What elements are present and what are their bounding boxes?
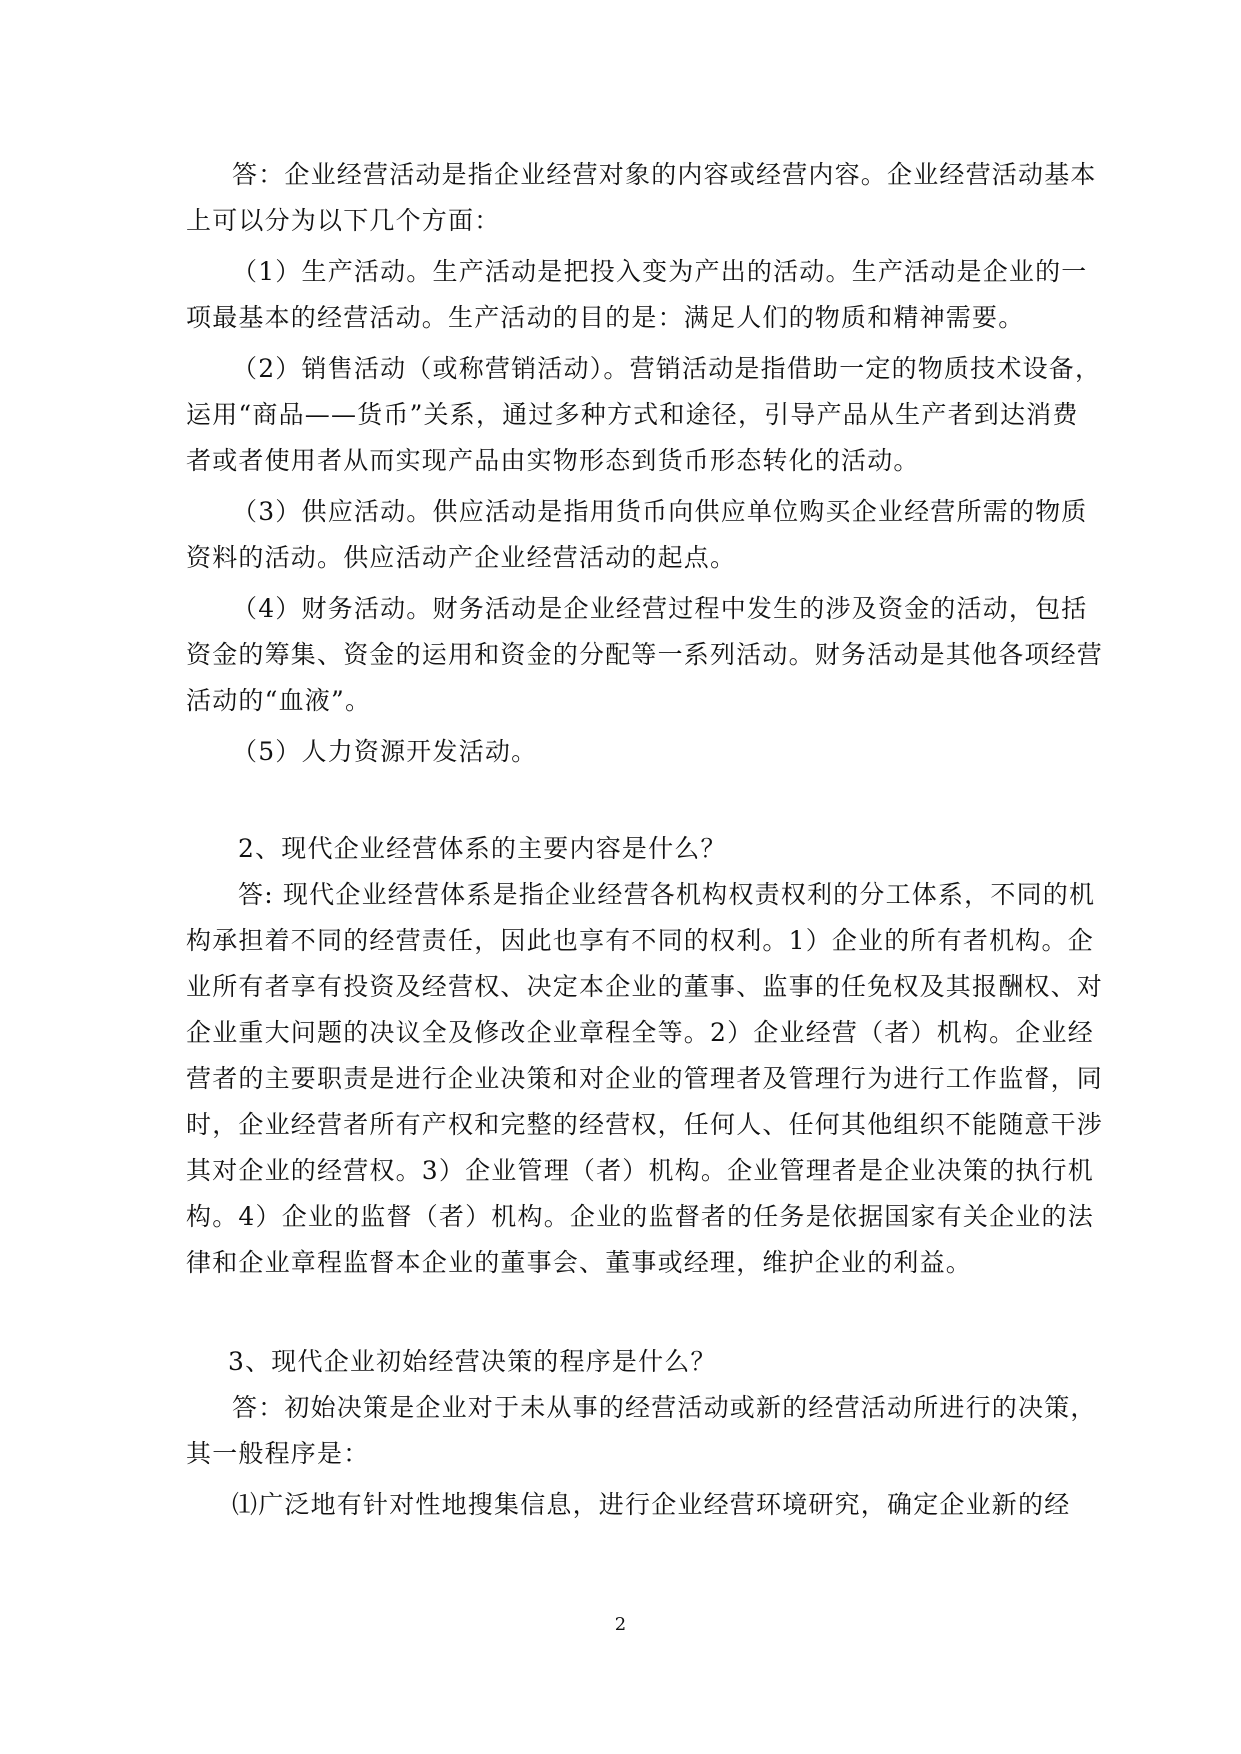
text-line: 构。4）企业的监督（者）机构。企业的监督者的任务是依据国家有关企业的法	[186, 1202, 1094, 1231]
text-line: 业所有者享有投资及经营权、决定本企业的董事、监事的任免权及其报酬权、对	[186, 972, 1104, 1001]
text-line: 营者的主要职责是进行企业决策和对企业的管理者及管理行为进行工作监督，同	[186, 1064, 1104, 1093]
text-line: 答：初始决策是企业对于未从事的经营活动或新的经营活动所进行的决策，	[232, 1393, 1097, 1422]
text-line: 答: 现代企业经营体系是指企业经营各机构权责权利的分工体系，不同的机	[238, 880, 1096, 909]
text-line: ⑴广泛地有针对性地搜集信息，进行企业经营环境研究，确定企业新的经	[232, 1490, 1071, 1519]
text-line: （2）销售活动（或称营销活动）。营销活动是指借助一定的物质技术设备，	[232, 354, 1102, 383]
text-line: 者或者使用者从而实现产品由实物形态到货币形态转化的活动。	[186, 446, 920, 475]
text-line: 项最基本的经营活动。生产活动的目的是：满足人们的物质和精神需要。	[186, 303, 1025, 332]
text-line: 企业重大问题的决议全及修改企业章程全等。2）企业经营（者）机构。企业经	[186, 1018, 1094, 1047]
text-line: 活动的“血液”。	[186, 686, 372, 715]
page-number: 2	[614, 1614, 627, 1635]
text-line: 资料的活动。供应活动产企业经营活动的起点。	[186, 543, 737, 572]
text-line: 构承担着不同的经营责任，因此也享有不同的权利。1）企业的所有者机构。企	[186, 926, 1094, 955]
text-line: （1）生产活动。生产活动是把投入变为产出的活动。生产活动是企业的一	[232, 257, 1088, 286]
text-line: 其一般程序是：	[186, 1439, 370, 1468]
text-line: （3）供应活动。供应活动是指用货币向供应单位购买企业经营所需的物质	[232, 497, 1088, 526]
text-line: 资金的筹集、资金的运用和资金的分配等一系列活动。财务活动是其他各项经营	[186, 640, 1104, 669]
text-line: 时，企业经营者所有产权和完整的经营权，任何人、任何其他组织不能随意干涉	[186, 1110, 1104, 1139]
text-line: （5）人力资源开发活动。	[232, 737, 538, 766]
text-line: 其对企业的经营权。3）企业管理（者）机构。企业管理者是企业决策的执行机	[186, 1156, 1094, 1185]
text-line: （4）财务活动。财务活动是企业经营过程中发生的涉及资金的活动，包括	[232, 594, 1088, 623]
text-line: 上可以分为以下几个方面：	[186, 206, 501, 235]
text-line: 答：企业经营活动是指企业经营对象的内容或经营内容。企业经营活动基本	[232, 160, 1097, 189]
text-line: 运用“商品——货币”关系，通过多种方式和途径，引导产品从生产者到达消费	[186, 400, 1079, 429]
section-heading: 2、现代企业经营体系的主要内容是什么？	[238, 834, 727, 863]
text-line: 律和企业章程监督本企业的董事会、董事或经理，维护企业的利益。	[186, 1248, 973, 1277]
section-heading: 3、现代企业初始经营决策的程序是什么？	[228, 1347, 717, 1376]
